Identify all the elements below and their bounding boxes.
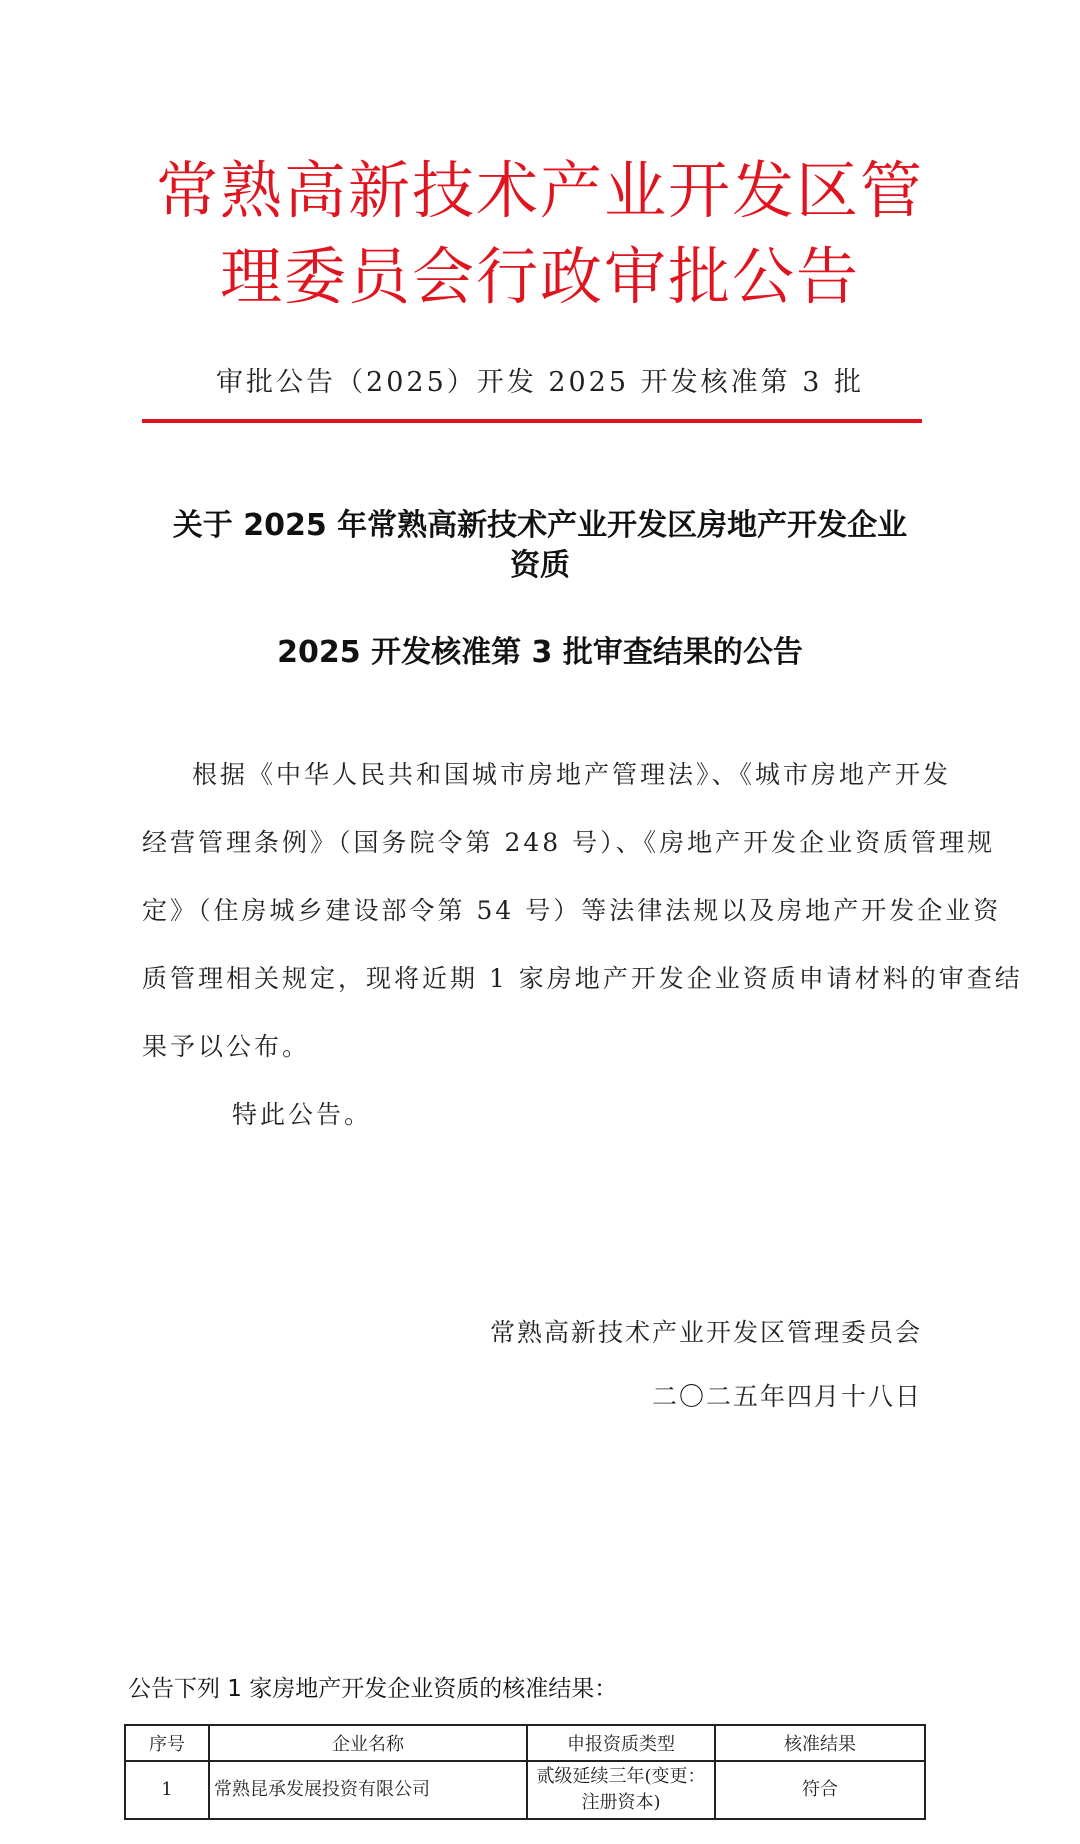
body-line-2: 经营管理条例》（国务院令第 248 号）、《房地产开发企业资质管理规 bbox=[142, 828, 996, 857]
cell-company: 常熟昆承发展投资有限公司 bbox=[209, 1761, 527, 1819]
column-header-index: 序号 bbox=[125, 1725, 209, 1761]
body-line-3: 定》（住房城乡建设部令第 54 号）等法律法规以及房地产开发企业资 bbox=[142, 896, 1002, 925]
reference-number: 审批公告（2025）开发 2025 开发核准第 3 批 bbox=[216, 367, 864, 398]
signature: 常熟高新技术产业开发区管理委员会 bbox=[489, 1318, 922, 1347]
notice-heading-line3: 2025 开发核准第 3 批审查结果的公告 bbox=[277, 635, 803, 670]
results-caption: 公告下列 1 家房地产开发企业资质的核准结果： bbox=[128, 1676, 618, 1702]
cell-qualification-type: 贰级延续三年(变更：注册资本) bbox=[527, 1761, 715, 1819]
table-row bbox=[125, 1761, 925, 1819]
notice-heading-line2: 资质 bbox=[510, 548, 570, 583]
cell-result: 符合 bbox=[715, 1761, 925, 1819]
body-line-1: 根据《中华人民共和国城市房地产管理法》、《城市房地产开发 bbox=[192, 760, 952, 789]
body-line-5: 果予以公布。 bbox=[142, 1032, 311, 1061]
body-line-4: 质管理相关规定，现将近期 1 家房地产开发企业资质申请材料的审查结 bbox=[142, 964, 1023, 993]
closing-text: 特此公告。 bbox=[232, 1100, 373, 1129]
notice-heading-line1: 关于 2025 年常熟高新技术产业开发区房地产开发企业 bbox=[172, 508, 908, 543]
red-divider bbox=[142, 419, 922, 423]
column-header-qualification: 申报资质类型 bbox=[527, 1725, 715, 1761]
column-header-company: 企业名称 bbox=[209, 1725, 527, 1761]
document-title-line1: 常熟高新技术产业开发区管 bbox=[155, 154, 924, 227]
date: 二〇二五年四月十八日 bbox=[651, 1382, 922, 1411]
table-header-row bbox=[125, 1725, 925, 1761]
cell-index: 1 bbox=[125, 1761, 209, 1819]
results-table bbox=[124, 1724, 926, 1820]
column-header-result: 核准结果 bbox=[715, 1725, 925, 1761]
document-title-line2: 理委员会行政审批公告 bbox=[219, 240, 860, 313]
